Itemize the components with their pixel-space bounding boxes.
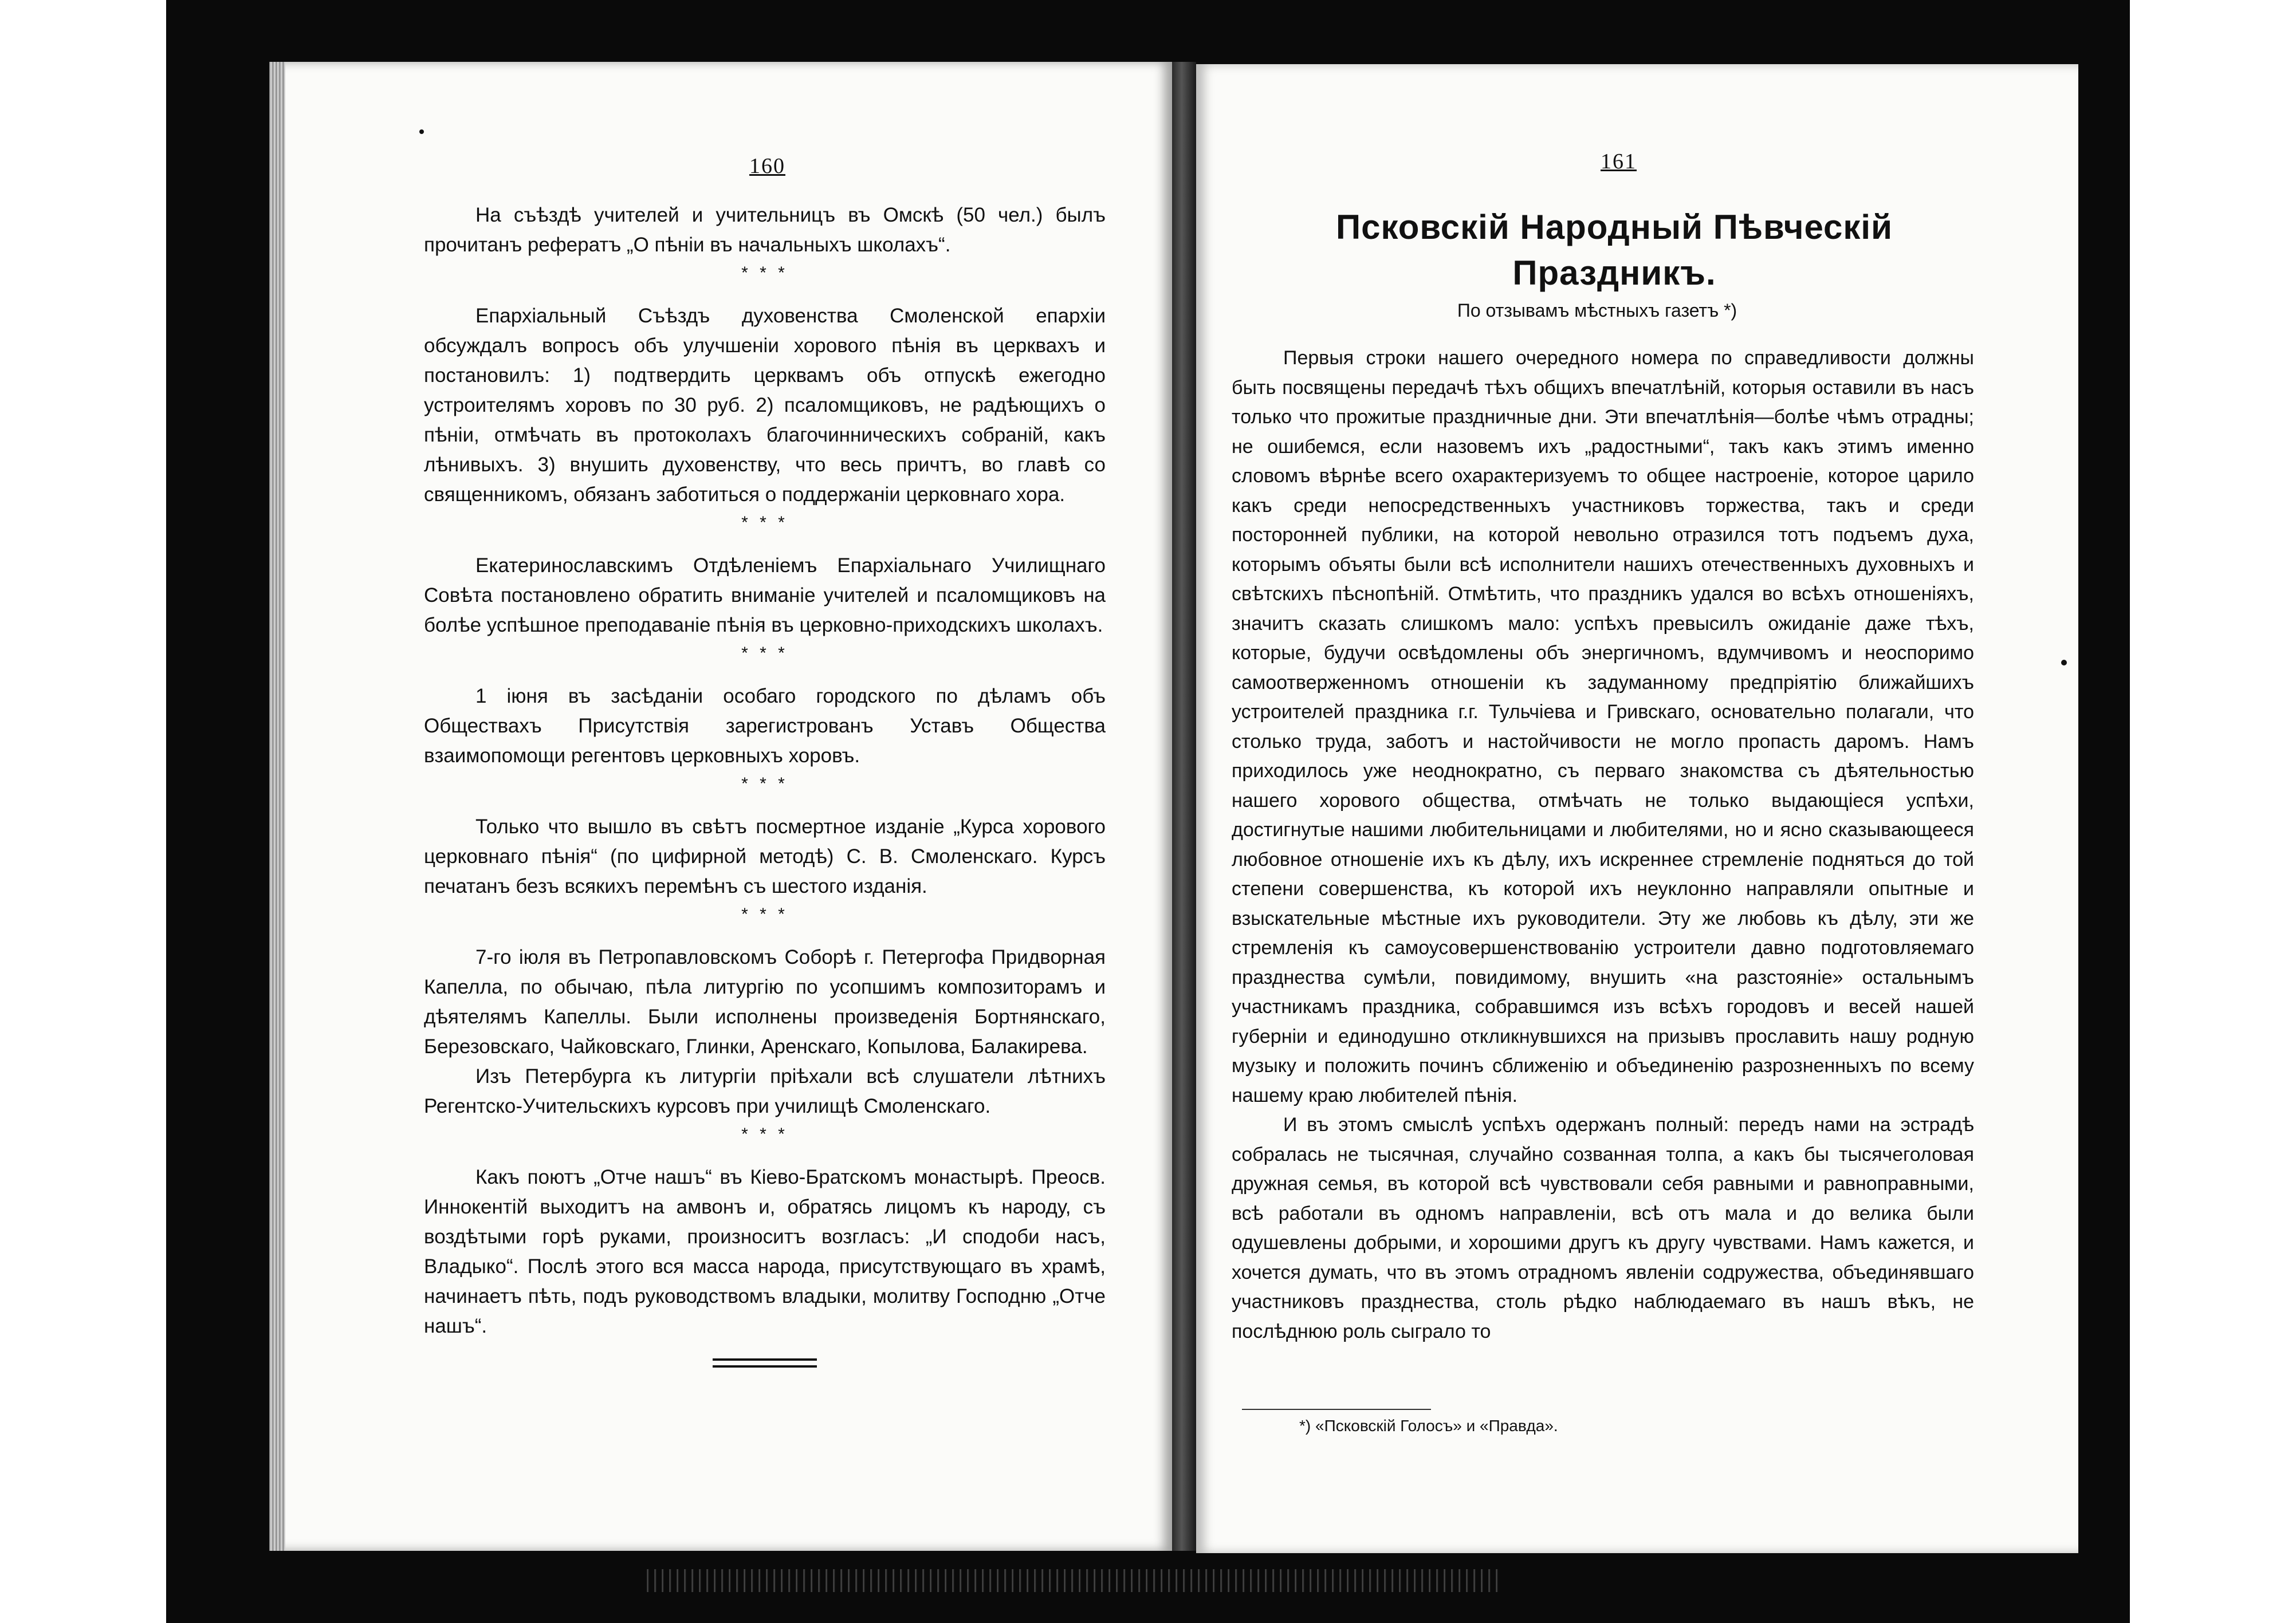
section-separator: * * *	[741, 1125, 788, 1144]
article-title-line-1: Псковскій Народный Пѣвческій	[1336, 208, 1893, 246]
paragraph: Изъ Петербурга къ литургіи пріѣхали всѣ слушатели лѣтнихъ Регентско-Учительскихъ курсовъ при училищѣ Смоленскаго.	[424, 1065, 1106, 1117]
book-gutter	[1172, 62, 1196, 1551]
scan-edge-noise	[642, 1569, 1501, 1592]
left-page-body	[424, 200, 1106, 1368]
section-separator: * * *	[741, 774, 788, 793]
paragraph: Епархіальный Съѣздъ духовенства Смоленской епархіи обсуждалъ вопросъ объ улучшеніи хорового пѣнія въ церквахъ и постановилъ: 1) подтвердить церквамъ объ отпускѣ ежегодно устроителямъ хоровъ по 30 руб. 2) псаломщиковъ, не радѣющихъ о пѣніи, отмѣчать въ протоколахъ благочинническихъ собраній, какъ лѣнивыхъ. 3) внушить духовенству, что весь причтъ, во главѣ со священникомъ, обязанъ заботиться о поддержаніи церковнаго хора.	[424, 305, 1106, 506]
article-subtitle: По отзывамъ мѣстныхъ газетъ *)	[1457, 300, 1737, 321]
paragraph: Только что вышло въ свѣтъ посмертное изданіе „Курса хорового церковнаго пѣнія“ (по цифирной методѣ) С. В. Смоленскаго. Курсъ печатанъ безъ всякихъ перемѣнъ съ шестого изданія.	[424, 816, 1106, 897]
section-separator: * * *	[741, 263, 788, 282]
left-page-number: 160	[749, 154, 785, 178]
right-page	[1196, 64, 2078, 1553]
paragraph: Какъ поютъ „Отче нашъ“ въ Кіево-Братскомъ монастырѣ. Преосв. Иннокентій выходитъ на амвонъ и, обратясь лицомъ къ народу, съ воздѣтыми горѣ руками, произноситъ возгласъ: „И сподоби насъ, Владыко“. Послѣ этого вся масса народа, присутствующаго въ храмѣ, начинаетъ пѣть, подъ руководствомъ владыки, молитву Господню „Отче нашъ“.	[424, 1166, 1106, 1337]
article-title	[1196, 204, 2032, 296]
end-double-rule	[713, 1358, 817, 1368]
section-separator: * * *	[741, 905, 788, 924]
right-page-number: 161	[1601, 149, 1637, 174]
paragraph: На съѣздѣ учителей и учительницъ въ Омскѣ (50 чел.) былъ прочитанъ рефератъ „О пѣніи въ начальныхъ школахъ“.	[424, 204, 1106, 256]
left-page	[269, 62, 1172, 1551]
right-page-body	[1232, 344, 1974, 1346]
paragraph: Екатеринославскимъ Отдѣленіемъ Епархіальнаго Училищнаго Совѣта постановлено обратить вниманіе учителей и псаломщиковъ на болѣе успѣшное преподаваніе пѣнія въ церковно-приходскихъ школахъ.	[424, 554, 1106, 636]
section-separator: * * *	[741, 513, 788, 532]
paragraph: 1 іюня въ засѣданіи особаго городского по дѣламъ объ Обществахъ Присутствія зарегистрованъ Уставъ Общества взаимопомощи регентовъ церковныхъ хоровъ.	[424, 685, 1106, 767]
article-title-line-2: Праздникъ.	[1512, 254, 1716, 292]
ink-spot	[2061, 660, 2067, 665]
footnote: *) «Псковскій Голосъ» и «Правда».	[1299, 1417, 1558, 1435]
paragraph: Первыя строки нашего очередного номера по справедливости должны быть посвящены передачѣ тѣхъ общихъ впечатлѣній, которыя оставили въ насъ только что прожитые праздничные дни. Эти впечатлѣнія—болѣе чѣмъ отрадны; не ошибемся, если назовемъ ихъ „радостными“, такъ какъ этимъ именно словомъ вѣрнѣе всего охарактеризуемъ то общее настроеніе, которое царило какъ среди непосредственныхъ участниковъ торжества, такъ и среди посторонней публики, на которой невольно отразился тотъ подъемъ духа, которымъ объяты были всѣ исполнители нашихъ отечественныхъ духовныхъ и свѣтскихъ пѣснопѣній. Отмѣтить, что праздникъ удался во всѣхъ отношеніяхъ, значитъ сказать слишкомъ мало: успѣхъ превысилъ ожиданіе даже тѣхъ, которые, будучи освѣдомлены объ энергичномъ, вдумчивомъ и неоспоримо самоотверженномъ отношеніи къ задуманному предпріятію ближайшихъ устроителей праздника г.г. Тульчіева и Гривскаго, основательно полагали, что столько труда, заботъ и настойчивости не могло пропасть даромъ. Намъ приходилось уже неоднократно, съ перваго знакомства съ дѣятельностью нашего хорового общества, отмѣчать не только выдающіеся успѣхи, достигнутые нашими любительницами и любителями, но и ясно сказывающееся любовное отношеніе ихъ къ дѣлу, ихъ искреннее стремленіе подняться до той степени совершенства, къ которой ихъ неуклонно направляли опытные и взыскательные мѣстные ихъ руководители. Эту же любовь къ дѣлу, эти же стремленія къ самоусовершенствованію устроители давно подготовляемаго празднества сумѣли, повидимому, внушить «на разстояніе» остальнымъ участникамъ праздника, собравшимся изъ всѣхъ городовъ и весей нашей губерніи и единодушно откликнувшихся на призывъ прославить нашу родную музыку и положить починъ сближенію и объединенію разрозненныхъ по всему нашему краю любителей пѣнія.	[1232, 347, 1974, 1106]
section-separator: * * *	[741, 644, 788, 663]
paragraph: И въ этомъ смыслѣ успѣхъ одержанъ полный: передъ нами на эстрадѣ собралась не тысячная, случайно созванная толпа, а какъ бы тысячеголовая дружная семья, въ которой всѣ чувствовали себя равными и равноправными, всѣ работали въ одномъ направленіи, всѣ отъ мала и до велика были одушевлены добрыми, и хорошими другъ къ другу чувствами. Намъ кажется, и хочется думать, что въ этомъ отрадномъ явленіи содружества, объединявшаго участниковъ празднества, столь рѣдко наблюдаемаго въ нашъ вѣкъ, не послѣднюю роль сыграло то	[1232, 1114, 1974, 1342]
paragraph: 7-го іюля въ Петропавловскомъ Соборѣ г. Петергофа Придворная Капелла, по обычаю, пѣла литургію по усопшимъ композиторамъ и дѣятелямъ Капеллы. Были исполнены произведенія Бортнянскаго, Березовскаго, Чайковскаго, Глинки, Аренскаго, Копылова, Балакирева.	[424, 946, 1106, 1058]
footnote-rule	[1242, 1409, 1431, 1410]
ink-spot	[419, 129, 424, 134]
